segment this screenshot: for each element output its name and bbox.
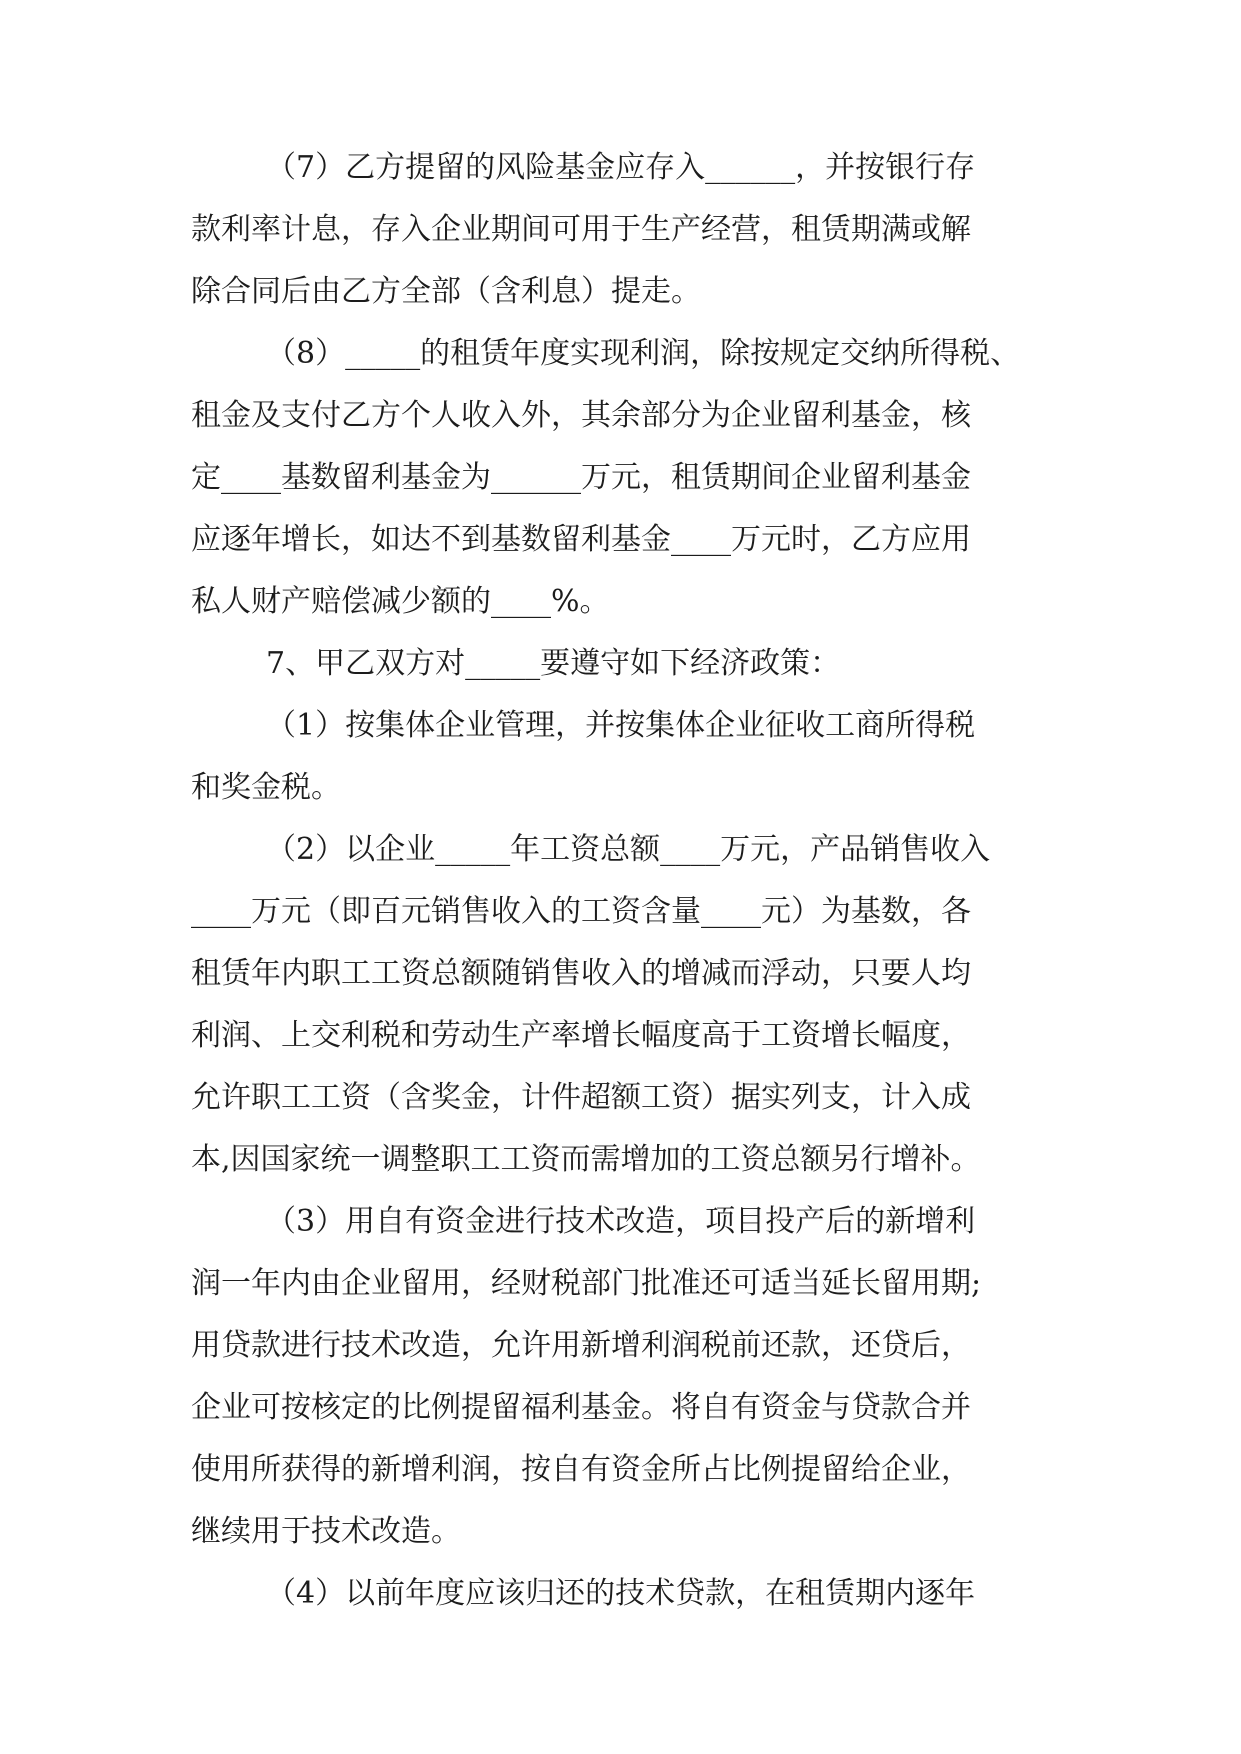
- text-line: [191, 892, 1059, 931]
- line-text: 和奖金税。: [191, 770, 341, 805]
- line-text: （7）乙方提留的风险基金应存入______，并按银行存: [266, 150, 976, 185]
- text-line: [191, 1574, 1059, 1613]
- text-line: [191, 396, 1059, 435]
- line-text: 用贷款进行技术改造，允许用新增利润税前还款，还贷后，: [191, 1328, 971, 1363]
- text-line: [191, 1450, 1059, 1489]
- line-text: （2）以企业_____年工资总额____万元，产品销售收入: [266, 832, 991, 867]
- line-text: （3）用自有资金进行技术改造，项目投产后的新增利: [266, 1204, 976, 1239]
- text-line: [191, 954, 1059, 993]
- line-text: 本,因国家统一调整职工工资而需增加的工资总额另行增补。: [191, 1142, 981, 1177]
- line-text: 租金及支付乙方个人收入外，其余部分为企业留利基金，核: [191, 398, 971, 433]
- line-text: 7、甲乙双方对_____要遵守如下经济政策：: [266, 646, 841, 681]
- line-text: （4）以前年度应该归还的技术贷款，在租赁期内逐年: [266, 1576, 976, 1611]
- line-text: 私人财产赔偿减少额的____%。: [191, 584, 610, 619]
- line-text: 润一年内由企业留用，经财税部门批准还可适当延长留用期;: [191, 1266, 982, 1301]
- text-line: [191, 706, 1059, 745]
- text-line: [191, 520, 1059, 559]
- text-line: [191, 1202, 1059, 1241]
- text-line: [191, 1140, 1059, 1179]
- line-text: 应逐年增长，如达不到基数留利基金____万元时，乙方应用: [191, 522, 971, 557]
- text-line: [191, 1078, 1059, 1117]
- text-line: [191, 644, 1059, 683]
- line-text: 利润、上交利税和劳动生产率增长幅度高于工资增长幅度，: [191, 1018, 971, 1053]
- line-text: （8）_____的租赁年度实现利润，除按规定交纳所得税、: [266, 336, 1021, 371]
- line-text: 企业可按核定的比例提留福利基金。将自有资金与贷款合并: [191, 1390, 971, 1425]
- text-line: [191, 210, 1059, 249]
- text-line: [191, 1016, 1059, 1055]
- text-line: [191, 458, 1059, 497]
- line-text: ____万元（即百元销售收入的工资含量____元）为基数，各: [191, 894, 971, 929]
- line-text: 允许职工工资（含奖金，计件超额工资）据实列支，计入成: [191, 1080, 971, 1115]
- text-line: [191, 768, 1059, 807]
- text-line: [191, 148, 1059, 187]
- line-text: 定____基数留利基金为______万元，租赁期间企业留利基金: [191, 460, 971, 495]
- line-text: 使用所获得的新增利润，按自有资金所占比例提留给企业，: [191, 1452, 971, 1487]
- document-body: [191, 148, 1059, 1636]
- text-line: [191, 334, 1059, 373]
- line-text: 继续用于技术改造。: [191, 1514, 461, 1549]
- text-line: [191, 582, 1059, 621]
- line-text: 租赁年内职工工资总额随销售收入的增减而浮动，只要人均: [191, 956, 971, 991]
- text-line: [191, 830, 1059, 869]
- line-text: 款利率计息，存入企业期间可用于生产经营，租赁期满或解: [191, 212, 971, 247]
- text-line: [191, 1326, 1059, 1365]
- text-line: [191, 272, 1059, 311]
- line-text: 除合同后由乙方全部（含利息）提走。: [191, 274, 701, 309]
- text-line: [191, 1264, 1059, 1303]
- text-line: [191, 1388, 1059, 1427]
- text-line: [191, 1512, 1059, 1551]
- line-text: （1）按集体企业管理，并按集体企业征收工商所得税: [266, 708, 976, 743]
